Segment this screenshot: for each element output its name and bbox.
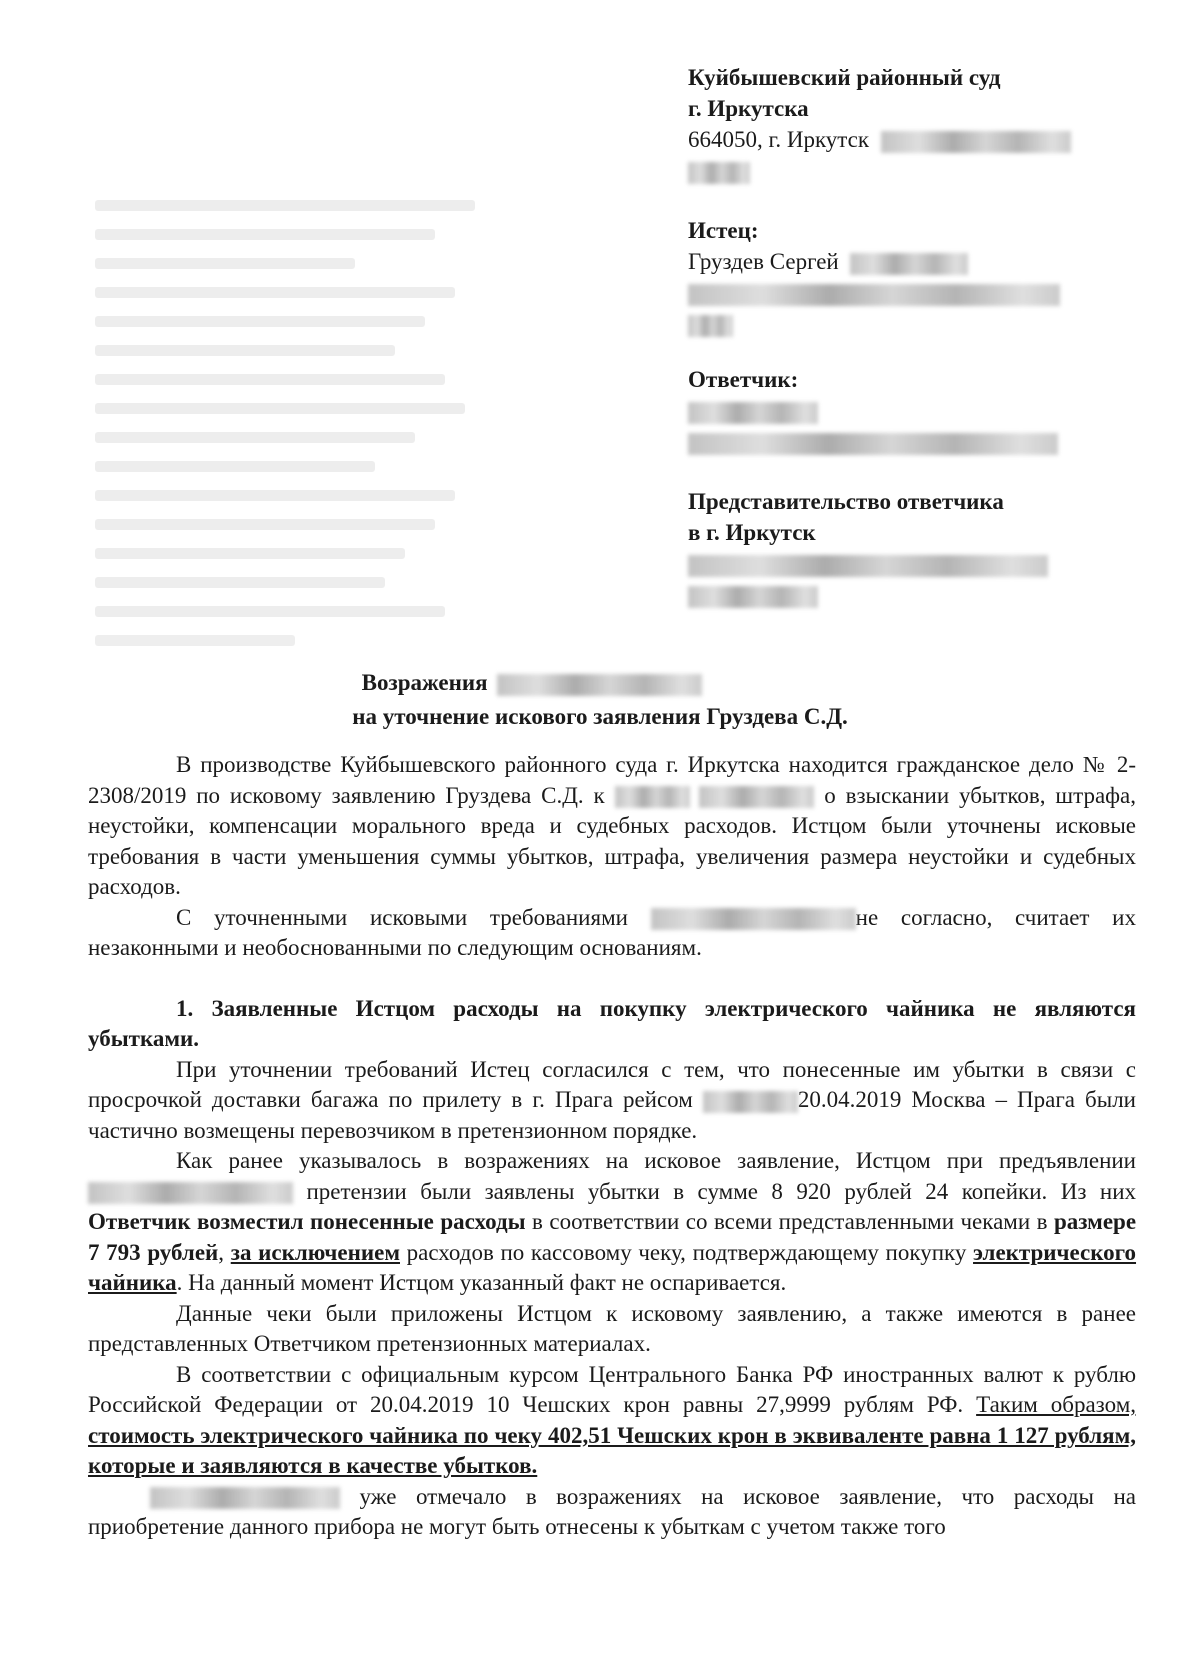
redacted-block <box>497 674 702 696</box>
p4-text-c: в соответствии со всеми представленными чеками в <box>532 1209 1048 1234</box>
representation-city: в г. Иркутск <box>688 520 816 545</box>
paragraph-2 <box>88 903 1136 964</box>
p1-text-a: В производстве Куйбышевского районного суда г. Иркутска находится гражданское дело № 2-2308/2019 по исковому заявлению Груздева С.Д. к <box>88 752 1136 808</box>
paragraph-4 <box>88 1146 1136 1299</box>
title-line1: Возражения <box>361 670 488 695</box>
redacted-block <box>615 786 690 808</box>
court-city: г. Иркутска <box>688 96 809 121</box>
p1-text-b: о взыскании убытков, штрафа, неустойки, компенсации морального вреда и судебных расходов. Истцом были уточнены исковые требования в части уменьшения суммы убытков, штрафа, увеличения размера неустойки и судебных расходов. <box>88 782 1137 899</box>
redacted-block <box>651 908 856 930</box>
representation-block <box>688 486 1088 610</box>
section-heading-1: 1. Заявленные Истцом расходы на покупку электрического чайника не являются убытками. <box>88 995 1136 1051</box>
plaintiff-label: Истец: <box>688 218 759 243</box>
redacted-block <box>688 433 1058 455</box>
p6-underlined: Таким образом, <box>976 1392 1136 1417</box>
defendant-block <box>688 364 1088 457</box>
title-line2: на уточнение искового заявления Груздева С.Д. <box>352 704 848 729</box>
court-address: 664050, г. Иркутск <box>688 127 870 152</box>
redacted-block <box>688 402 818 424</box>
bleed-through-text <box>95 200 515 740</box>
redacted-block <box>688 555 1048 577</box>
paragraph-3 <box>88 1055 1136 1147</box>
document-body <box>88 750 1136 1543</box>
paragraph-1 <box>88 750 1136 903</box>
p4-text-e: расходов по кассовому чеку, подтверждающему покупку <box>406 1239 967 1265</box>
p4-text-b: претензии были заявлены убытки в сумме 8 920 рублей 24 копейки. Из них <box>306 1178 1137 1204</box>
redacted-block <box>688 315 733 337</box>
plaintiff-name: Груздев Сергей <box>688 249 839 274</box>
redacted-block <box>88 1182 293 1204</box>
p2-text-b: не согласно, считает их незаконными и необоснованными по следующим основаниям. <box>88 904 1136 960</box>
p3-text-a: При уточнении требований Истец согласился с тем, что понесенные им убытки в связи с просрочкой доставки багажа по прилету в г. Прага рейсом <box>88 1056 1136 1112</box>
p4-text-d: , <box>218 1239 225 1265</box>
redacted-block <box>688 284 1060 306</box>
p6-bold-underlined: стоимость электрического чайника по чеку 402,51 Чешских крон в эквиваленте равна 1 127 рублям, которые и заявляются в качестве убытков. <box>88 1422 1136 1478</box>
redacted-block <box>699 786 814 808</box>
p3-text-b: 20.04.2019 Москва – Прага были частично возмещены перевозчиком в претензионном порядке. <box>88 1087 1136 1143</box>
p4-text-f: . На данный момент Истцом указанный факт не оспаривается. <box>176 1270 787 1295</box>
p4-bold-3: за исключением <box>230 1239 400 1265</box>
redacted-block <box>688 586 818 608</box>
document-title <box>0 666 1200 734</box>
p4-bold-4: электрического чайника <box>88 1239 1137 1295</box>
p4-bold-2: размере 7 793 рублей <box>88 1209 1137 1265</box>
redacted-block <box>703 1091 798 1113</box>
p4-text-a: Как ранее указывалось в возражениях на исковое заявление, Истцом при предъявлении <box>176 1148 1136 1173</box>
p4-bold-1: Ответчик возместил понесенные расходы <box>88 1209 526 1234</box>
redacted-block <box>850 253 968 275</box>
representation-label: Представительство ответчика <box>688 489 1004 514</box>
paragraph-6 <box>88 1360 1136 1482</box>
redacted-block <box>688 162 750 184</box>
redacted-block <box>881 131 1071 153</box>
court-name: Куйбышевский районный суд <box>688 65 1001 90</box>
court-block <box>688 62 1088 186</box>
p6-text-a: В соответствии с официальным курсом Центрального Банка РФ иностранных валют к рублю Российской Федерации от 20.04.2019 10 Чешских крон равны 27,9999 рублям РФ. <box>88 1361 1136 1417</box>
paragraph-7 <box>88 1482 1136 1543</box>
p2-text-a: С уточненными исковыми требованиями <box>176 904 628 930</box>
redacted-block <box>150 1487 340 1509</box>
plaintiff-block <box>688 215 1088 339</box>
p7-text-a: уже отмечало в возражениях на исковое заявление, что расходы на приобретение данного прибора не могут быть отнесены к убыткам с учетом также того <box>88 1483 1136 1539</box>
paragraph-5: Данные чеки были приложены Истцом к исковому заявлению, а также имеются в ранее представленных Ответчиком претензионных материалах. <box>88 1300 1136 1356</box>
defendant-label: Ответчик: <box>688 367 799 392</box>
